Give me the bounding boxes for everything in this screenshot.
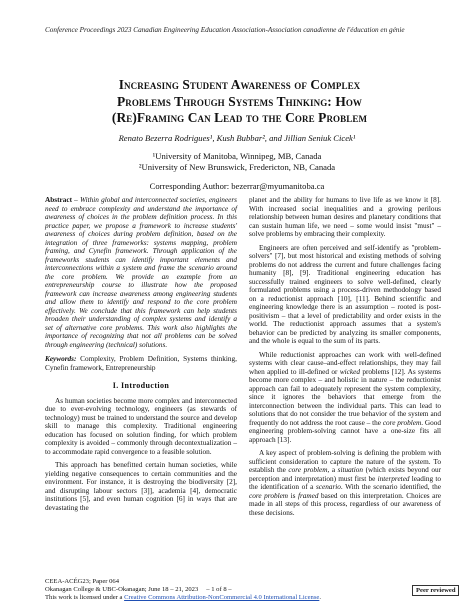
keywords-text: Complexity, Problem Definition, Systems thinking, Cynefin framework, Entrepreneurship [45,355,237,372]
emphasis-wicked: wicked [339,367,360,376]
text-run: . With the scenario identified, the [340,483,441,491]
emphasis-situation: situation [337,466,364,474]
license-line [45,594,321,601]
text-run: is [288,491,298,500]
paper-title [45,77,434,127]
title-line: Increasing Student Awareness of Complex [118,77,361,92]
emphasis-core-problem: core problem [288,466,328,474]
peer-reviewed-badge: Peer reviewed [412,585,459,596]
license-suffix: . [319,594,321,601]
emphasis-core-problem: core problem [382,418,422,427]
title-line: (Re)Framing Can Lead to the Core Problem [111,110,368,125]
footer-venue-line [45,586,232,594]
license-link[interactable]: Creative Commons Attribution-NonCommercial 4.0 International License [124,594,320,601]
emphasis-framed: framed [297,491,319,500]
abstract-text: – Within global and interconnected societies, engineers need to embrace complexity and understand the importance of awareness of choices in the problem definition process. In this practice paper, we propose a framework to increase students' awareness of choices during problem definition, based on the integration of three frameworks: systems mapping, problem framing, and Cynefin framework. Through application of the frameworks students can identify important elements and interconnections within a system and frame the scenario around the core problem. We provide an example from an entrepreneurship course to illustrate how the proposed framework can increase awareness among engineering students and allow them to identify and respond to the core problem effectively. We conclude that this framework can help students broaden their understanding of complex systems and identify a set of alternative core problems. This work also highlights the importance of recognizing that not all problems can be solved through engineering (technical) solutions. [45,196,237,349]
affiliations [40,151,434,172]
footer-paper-id: CEEA-ACÉG23; Paper 064 [45,578,119,585]
text-run: (which exists beyond our perception and interpretation) must first be [249,466,442,483]
footer-info [45,578,232,594]
text-run: While reductionist approaches can work with well-defined systems with clear cause–and-effect relationships, they may fail when applied to ill-defined or [249,350,441,376]
running-head: Conference Proceedings 2023 Canadian Engineering Education Association-Association canadienne de l'éducation en génie [45,26,405,34]
page-number: – 1 of 8 – [206,586,232,593]
right-column [249,196,441,517]
section-heading-introduction: I. Introduction [112,381,170,390]
emphasis-interpreted: interpreted [377,474,410,483]
left-column [45,196,237,512]
right-paragraph-4 [249,449,441,517]
text-run: , a [327,466,338,474]
text-run: . Good engineering problem-solving cannot have a one-size fits all approach [13]. [249,418,441,444]
keywords-label: Keywords: [45,355,77,363]
text-run: leading to the identification of a [249,474,442,491]
abstract-label: Abstract [45,196,72,204]
abstract [45,196,237,349]
text-run: based on this interpretation. Choices are made in all steps of this process, regardless of our awareness of these decisions. [249,491,441,517]
text-run: A key aspect of problem-solving is defining the problem with sufficient consideration to capture the nature of the system. To establish the [249,449,441,474]
author-list: Renato Bezerra Rodrigues¹, Kush Bubbar², and Jillian Seniuk Cicek¹ [118,133,356,143]
corresponding-author: Corresponding Author: bezerrar@myumanitoba.ca [149,181,325,191]
title-line: Problems Through Systems Thinking: How [116,93,363,109]
footer-venue: Okanagan College & UBC-Okanagan; June 18 – 21, 2023 [45,586,199,593]
right-paragraph-1: planet and the ability for humans to live life as we know it [8]. With increased social inequalities and a growing perilous relationship between human desires and planetary conditions that can sustain human life, we need – some would insist "must" – solve problems by embracing their complexity. [249,196,441,238]
license-prefix: This work is licensed under a [45,594,125,601]
intro-paragraph-2: This approach has benefitted certain human societies, while yielding negative consequences to certain communities and the environment. For instance, it is destroying the biodiversity [2], and disrupting labour sectors [3]], academia [4], democratic institutions [5], and even human cognition [6] in ways that are devastating the [45,461,237,512]
emphasis-core-problem: core problem [249,491,289,500]
keywords [45,355,237,372]
affiliation-2: ²University of New Brunswick, Fredericton, NB, Canada [138,161,336,172]
right-paragraph-3 [249,351,441,445]
intro-paragraph-1: As human societies become more complex and interconnected due to ever-evolving technology, engineers (as stewards of technology) must be trained to understand the source and develop skill to manage this complexity. Traditional engineering education has focused on solution finding, for which problem complexity is avoided – commonly through decontextualization – to accommodate rapid convergence to a feasible solution. [45,396,237,456]
affiliation-1: ¹University of Manitoba, Winnipeg, MB, Canada [152,151,322,161]
right-paragraph-2: Engineers are often perceived and self-identify as "problem-solvers" [7], but most historical and existing methods of solving problems do not address the current and future challenges facing humanity [8], [9]. Traditional engineering education has successfully trained engineers to solve well-defined, clearly formulated problems using a process-driven methodology based on a reductionist approach [10], [11]. Behind scientific and engineering knowledge there is an assumption – rooted is post-positivism – that a level of predictability and order exists in the world. The reductionist approach assumes that a system's behavior can be predicted by analyzing its smaller components, and the whole is equal to the sum of its parts. [249,243,441,345]
text-run: problems [12]. As systems become more complex – and holistic in nature – the reductionist approach can fail to adequately represent the system complexity, since it ignores the behaviors that emerge from the interconnection between the individual parts. This can lead to solutions that do not consider the true behavior of the system and frequently do not address the root cause – the [249,367,441,427]
emphasis-scenario: scenario [315,483,341,491]
